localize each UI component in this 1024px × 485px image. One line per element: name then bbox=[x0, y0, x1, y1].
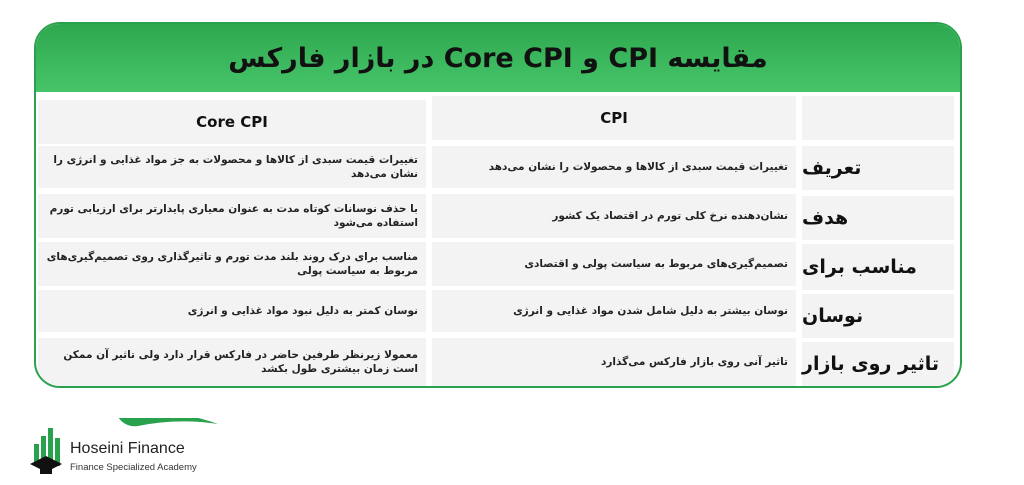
cpi-text: تغییرات قیمت سبدی از کالاها و محصولات را نشان می‌دهد bbox=[488, 160, 788, 173]
core-cell bbox=[38, 146, 426, 188]
row-label: هدف bbox=[802, 196, 954, 240]
row-label: تاثیر روی بازار bbox=[802, 342, 954, 386]
cpi-cell bbox=[432, 146, 796, 188]
core-cell bbox=[38, 290, 426, 332]
page-title: مقایسه CPI و Core CPI در بازار فارکس bbox=[228, 42, 768, 74]
core-text: مناسب برای درک روند بلند مدت تورم و تاثیرگذاری روی تصمیم‌گیری‌های مربوط به سیاست پولی bbox=[46, 250, 418, 277]
cpi-cell bbox=[432, 290, 796, 332]
cpi-text: تاثیر آنی روی بازار فارکس می‌گذارد bbox=[601, 355, 788, 368]
cpi-text: نشان‌دهنده نرخ کلی تورم در اقتصاد یک کشور bbox=[552, 209, 788, 222]
comparison-card bbox=[34, 22, 962, 388]
header-core-cpi: Core CPI bbox=[38, 100, 426, 144]
core-cell bbox=[38, 242, 426, 286]
header-cpi: CPI bbox=[432, 96, 796, 140]
row-label: تعریف bbox=[802, 146, 954, 190]
cpi-text: نوسان بیشتر به دلیل شامل شدن مواد غذایی و انرژی bbox=[513, 304, 788, 317]
cpi-text: تصمیم‌گیری‌های مربوط به سیاست پولی و اقتصادی bbox=[524, 257, 788, 270]
row-label: مناسب برای bbox=[802, 244, 954, 290]
core-text: نوسان کمتر به دلیل نبود مواد غذایی و انرژی bbox=[187, 304, 418, 317]
cpi-cell bbox=[432, 338, 796, 386]
core-text: معمولا زیرنظر طرفین حاضر در فارکس قرار دارد ولی تاثیر آن ممکن است زمان بیشتری طول بکشد bbox=[63, 348, 418, 375]
header-empty-cell bbox=[802, 96, 954, 140]
logo-tagline: Finance Specialized Academy bbox=[70, 462, 197, 473]
core-cell bbox=[38, 338, 426, 386]
cpi-cell bbox=[432, 242, 796, 286]
leaf-icon bbox=[116, 418, 218, 426]
cpi-cell bbox=[432, 194, 796, 238]
row-label: نوسان bbox=[802, 294, 954, 338]
core-text: با حذف نوسانات کوتاه مدت به عنوان معیاری پایدارتر برای ارزیابی تورم استفاده می‌شود bbox=[49, 202, 418, 229]
logo-name: Hoseini Finance bbox=[70, 440, 185, 457]
comparison-table bbox=[36, 96, 960, 384]
core-cell bbox=[38, 194, 426, 238]
core-text: تغییرات قیمت سبدی از کالاها و محصولات به جز مواد غذایی و انرژی را نشان می‌دهد bbox=[53, 153, 418, 180]
title-bar bbox=[36, 24, 960, 92]
